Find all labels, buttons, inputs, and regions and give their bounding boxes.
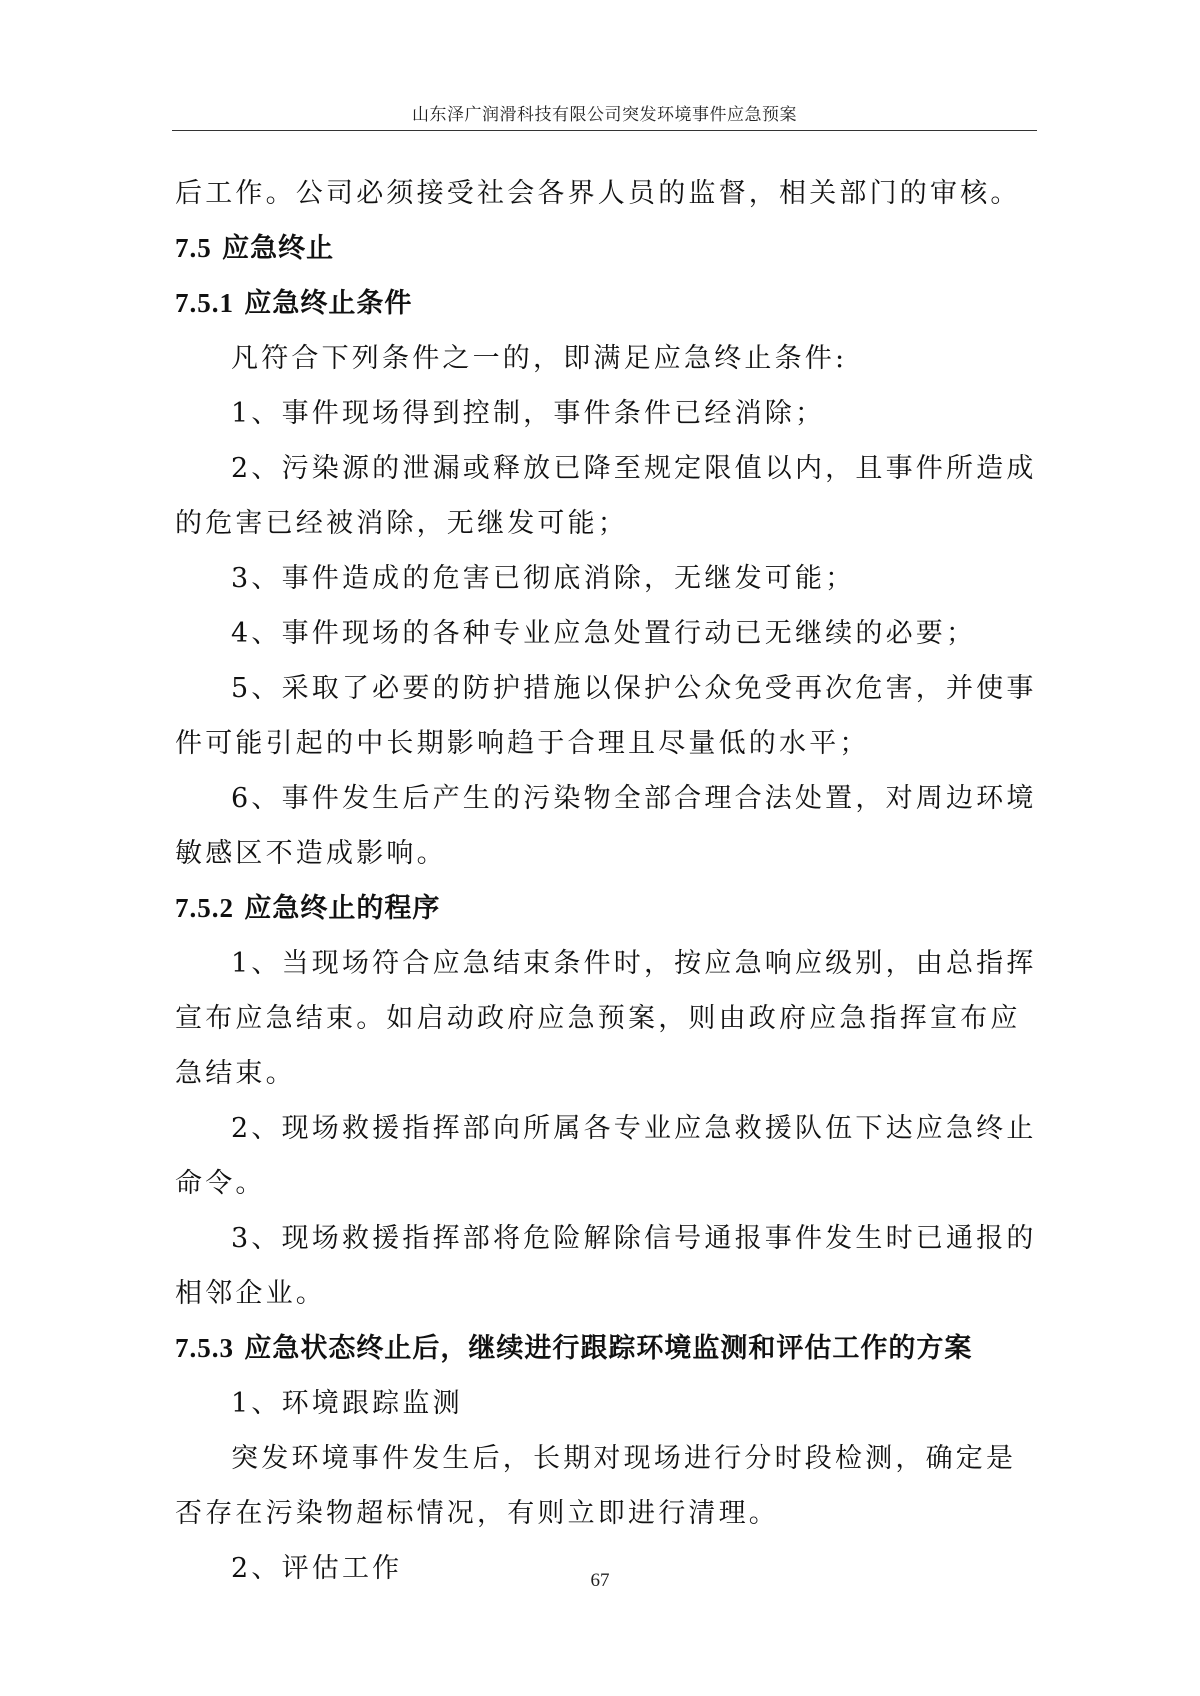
heading-7-5-3 [175,1321,1037,1376]
procedure-item: 3、现场救援指挥部将危险解除信号通报事件发生时已通报的相邻企业。 [175,1223,1037,1309]
conditions-intro: 凡符合下列条件之一的，即满足应急终止条件: [231,343,848,374]
condition-item: 6、事件发生后产生的污染物全部合理合法处置，对周边环境敏感区不造成影响。 [175,783,1037,869]
heading-number: 7.5.3 [175,1333,234,1363]
heading-text: 应急状态终止后，继续进行跟踪环境监测和评估工作的方案 [244,1333,973,1364]
page-number: 67 [590,1570,610,1591]
heading-number: 7.5.1 [175,288,234,318]
monitoring-text: 突发环境事件发生后，长期对现场进行分时段检测，确定是否存在污染物超标情况，有则立即进行清理。 [175,1443,1017,1529]
heading-number: 7.5.2 [175,893,234,923]
heading-number: 7.5 [175,233,212,263]
heading-text: 应急终止 [222,233,335,264]
heading-text: 应急终止条件 [244,288,413,319]
heading-7-5-2 [175,881,1037,936]
heading-7-5 [175,221,1037,276]
procedure-item: 2、现场救援指挥部向所属各专业应急救援队伍下达应急终止命令。 [175,1113,1037,1199]
paragraph: 后工作。公司必须接受社会各界人员的监督，相关部门的审核。 [175,178,1021,209]
assessment-title: 2、评估工作 [231,1553,403,1584]
running-header: 山东泽广润滑科技有限公司突发环境事件应急预案 [412,105,797,125]
heading-text: 应急终止的程序 [244,893,441,924]
condition-item: 5、采取了必要的防护措施以保护公众免受再次危害，并使事件可能引起的中长期影响趋于合理且尽量低的水平； [175,673,1037,759]
procedure-item: 1、当现场符合应急结束条件时，按应急响应级别，由总指挥宣布应急结束。如启动政府应急预案，则由政府应急指挥宣布应急结束。 [175,948,1037,1089]
condition-item: 3、事件造成的危害已彻底消除，无继发可能； [231,563,856,594]
header-rule [172,130,1037,131]
condition-item: 2、污染源的泄漏或释放已降至规定限值以内，且事件所造成的危害已经被消除，无继发可能； [175,453,1037,539]
monitoring-title: 1、环境跟踪监测 [231,1388,463,1419]
document-body [175,166,1037,1596]
condition-item: 4、事件现场的各种专业应急处置行动已无继续的必要； [231,618,977,649]
heading-7-5-1 [175,276,1037,331]
condition-item: 1、事件现场得到控制，事件条件已经消除； [231,398,826,429]
